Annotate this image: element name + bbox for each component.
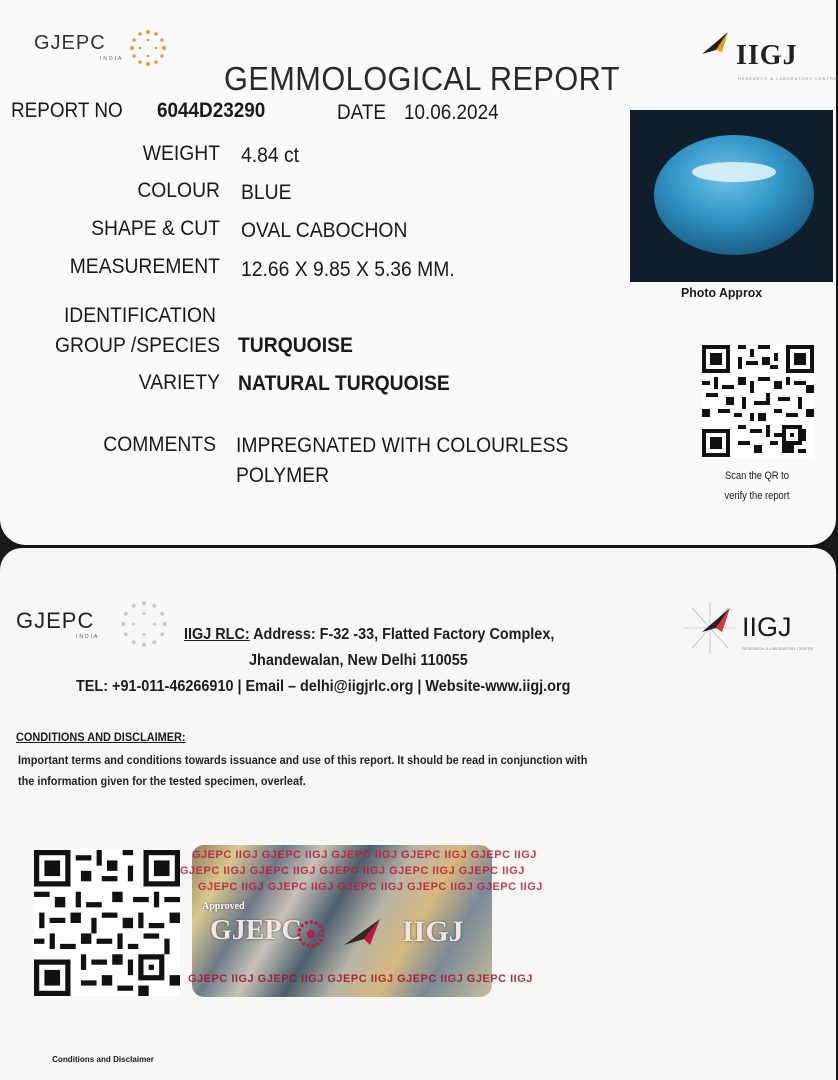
shape-label: SHAPE & CUT: [91, 217, 221, 240]
verify-qr-code[interactable]: [702, 344, 814, 458]
qr-caption: Scan the QR to verify the report: [724, 470, 790, 502]
gjepc-logo: GJEPC INDIA: [34, 32, 124, 62]
turquoise-gem-image: [630, 110, 833, 282]
org-name-link: IIGJ RLC:: [184, 626, 250, 643]
variety-label: VARIETY: [138, 371, 220, 394]
date-value: 10.06.2024: [404, 101, 499, 124]
weight-label: WEIGHT: [142, 142, 220, 165]
comments-label: COMMENTS: [103, 433, 216, 456]
weight-value: 4.84 ct: [241, 144, 300, 167]
colour-label: COLOUR: [137, 179, 220, 202]
identification-label: IDENTIFICATION: [63, 304, 217, 327]
gem-photo: [630, 110, 833, 282]
measurement-value: 12.66 X 9.85 X 5.36 MM.: [241, 258, 455, 281]
gjepc-sunburst-icon: [128, 28, 168, 68]
comments-value-line1: IMPREGNATED WITH COLOURLESS: [236, 434, 569, 457]
iigj-starburst-icon: [680, 598, 740, 658]
gjepc-sunburst-icon: [118, 598, 170, 650]
group-value: TURQUOISE: [238, 334, 353, 357]
report-title: GEMMOLOGICAL REPORT: [224, 60, 620, 97]
variety-value: NATURAL TURQUOISE: [238, 372, 450, 395]
report-card-front: GJEPC INDIA IIGJ RESEARCH & LABORATORY CENTRE GEMMOLOGICAL REPORT REPORT NO 6044D23290 DATE 10.06.2024 WEIGHT 4.84 ct COLOUR BLUE SHAPE & CUT OVAL CABOCHON MEASUREMENT 12.66 X 9.85 X 5.36 MM. IDENTIFICATION GROUP /SPECIES TURQUOISE VARIETY NATURAL TURQUOISE COMMENTS IMPREGNATED WITH COLOURLESS POLYMER Photo Approx Scan the QR to verify the report: [0, 0, 836, 545]
comments-value-line2: POLYMER: [236, 464, 330, 487]
contact-line: TEL: +91-011-46266910 | Email – delhi@iigjrlc.org | Website-www.iigj.org: [76, 678, 571, 695]
date-label: DATE: [337, 101, 387, 124]
shape-value: OVAL CABOCHON: [241, 219, 408, 242]
security-hologram: GJEPC IIGJ GJEPC IIGJ GJEPC IIGJ GJEPC IIGJ GJEPC IIGJ GJEPC IIGJ GJEPC IIGJ GJEPC IIGJ GJEPC IIGJ GJEPC IIGJ GJEPC IIGJ GJEPC IIGJ GJEPC IIGJ GJEPC IIGJ GJEPC IIGJ GJEPC IIGJ GJEPC IIGJ GJEPC IIGJ GJEPC IIGJ GJEPC IIGJ Approved GJEPC IIGJ: [192, 845, 492, 997]
conditions-qr-code[interactable]: [34, 850, 180, 996]
hologram-sunburst-icon: [296, 919, 326, 949]
conditions-title: CONDITIONS AND DISCLAIMER:: [16, 732, 186, 744]
conditions-qr-label: Conditions and Disclaimer: [52, 1054, 154, 1064]
gjepc-logo: GJEPC INDIA: [16, 608, 100, 640]
report-no-label: REPORT NO: [11, 99, 123, 122]
iigj-bird-icon: [698, 28, 734, 64]
report-card-back: GJEPC INDIA IIGJ RESEARCH & LABORATORY CENTRE IIGJ RLC: Address: F-32 -33, Flatted Factory Complex, Jhandewalan, New Delhi 110055 TEL: +91-011-46266910 | Email – delhi@iigjrlc.org | Website-www.iigj.org CONDITIONS AND DISCLAIMER: Important terms and conditions towards issuance and use of this report. It should be read in conjunction with the information given for the tested specimen, overleaf. Conditions and Disclaimer GJEPC IIGJ GJEPC IIGJ GJEPC IIGJ GJEPC IIGJ GJEPC IIGJ GJEPC IIGJ GJEPC IIGJ GJEPC IIGJ GJEPC IIGJ GJEPC IIGJ GJEPC IIGJ GJEPC IIGJ GJEPC IIGJ GJEPC IIGJ GJEPC IIGJ GJEPC IIGJ GJEPC IIGJ GJEPC IIGJ GJEPC IIGJ GJEPC IIGJ Approved GJEPC IIGJ: [0, 548, 836, 1080]
photo-caption: Photo Approx: [681, 285, 763, 300]
measurement-label: MEASUREMENT: [69, 255, 220, 278]
address-line2: Jhandewalan, New Delhi 110055: [249, 652, 468, 669]
group-label: GROUP /SPECIES: [55, 334, 221, 357]
hologram-bird-icon: [342, 915, 382, 951]
colour-value: BLUE: [241, 181, 292, 204]
report-no-value: 6044D23290: [157, 99, 266, 122]
address-line1: IIGJ RLC: Address: F-32 -33, Flatted Factory Complex,: [184, 626, 555, 643]
conditions-body: Important terms and conditions towards issuance and use of this report. It should be read in conjunction with the information given for the tested specimen, overleaf.: [18, 755, 588, 788]
